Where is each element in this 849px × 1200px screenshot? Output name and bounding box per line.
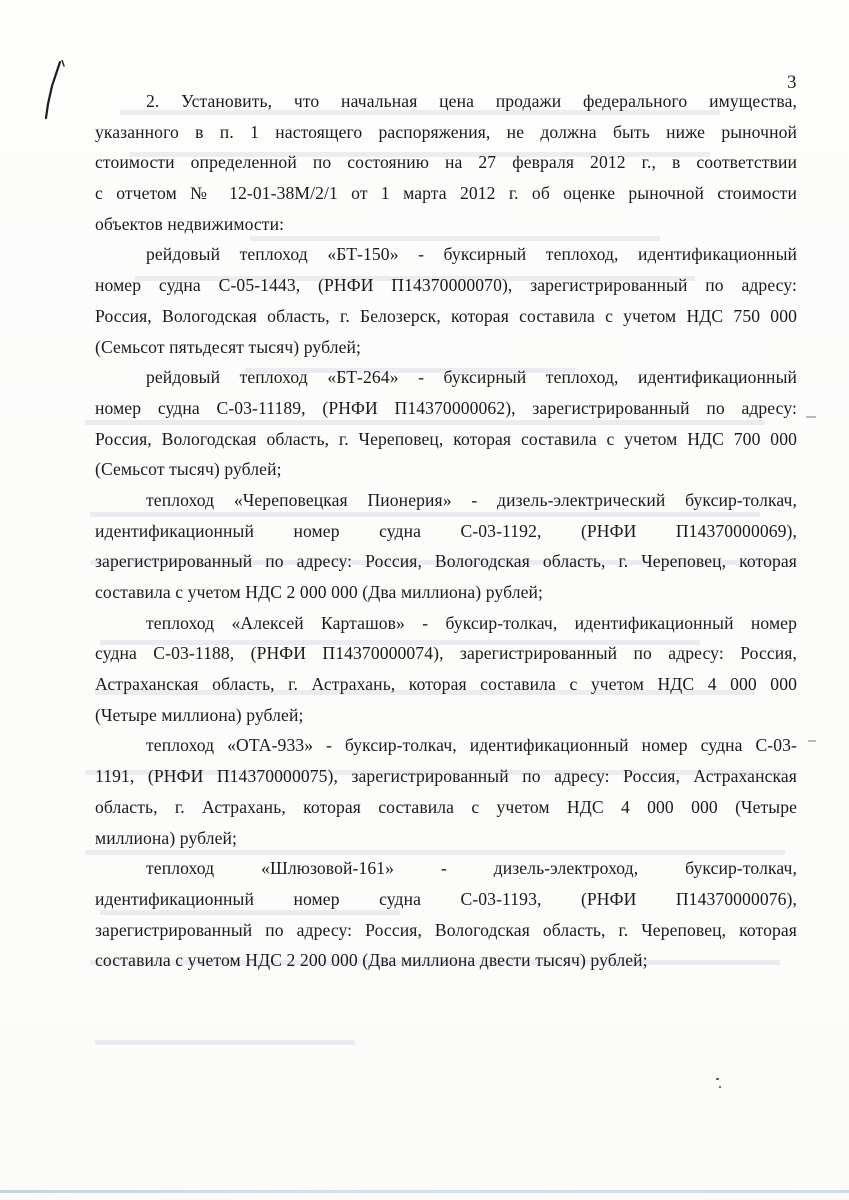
paragraph-vessel-cherepovetskaya-pioneriya [95, 485, 797, 608]
text-line: теплоход «Шлюзовой-161» - дизель-электроход, буксир-толкач, [146, 858, 797, 879]
text-line: рейдовый теплоход «БТ-264» - буксирный теплоход, идентификационный [146, 367, 797, 388]
text-line: с отчетом № 12-01-38М/2/1 от 1 марта 2012 г. об оценке рыночной стоимости [95, 183, 797, 204]
text-line: область, г. Астрахань, которая составила с учетом НДС 4 000 000 (Четыре [95, 796, 797, 817]
text-line: теплоход «ОТА-933» - буксир-толкач, идентификационный номер судна С-03- [146, 735, 797, 756]
text-line: зарегистрированный по адресу: Россия, Вологодская область, г. Череповец, которая [95, 551, 797, 572]
text-line: (Семьсот пятьдесят тысяч) рублей; [95, 336, 361, 357]
text-line: идентификационный номер судна С-03-1193, (РНФИ П14370000076), [95, 888, 797, 909]
scan-artifact [806, 416, 816, 418]
text-line: объектов недвижимости: [95, 213, 285, 234]
paragraph-vessel-bt-150 [95, 239, 797, 362]
text-line: теплоход «Череповецкая Пионерия» - дизель-электрический буксир-толкач, [146, 489, 797, 510]
scan-speck [716, 1078, 719, 1080]
text-line: Астраханская область, г. Астрахань, которая составила с учетом НДС 4 000 000 [95, 674, 797, 695]
paragraph-vessel-shlyuzovoy-161 [95, 853, 797, 976]
paragraph-vessel-bt-264 [95, 362, 797, 485]
paragraph-price-condition [95, 86, 797, 239]
page-number: 3 [787, 72, 797, 93]
text-line: составила с учетом НДС 2 000 000 (Два миллиона) рублей; [95, 582, 543, 602]
text-line: рейдовый теплоход «БТ-150» - буксирный теплоход, идентификационный [146, 244, 797, 265]
text-line: теплоход «Алексей Карташов» - буксир-толкач, идентификационный номер [146, 612, 797, 633]
text-line: (Четыре миллиона) рублей; [95, 704, 304, 725]
text-line: (Семьсот тысяч) рублей; [95, 459, 282, 480]
text-line: 2. Установить, что начальная цена продажи федерального имущества, [146, 91, 797, 111]
text-line: судна С-03-1188, (РНФИ П14370000074), зарегистрированный по адресу: Россия, [95, 643, 797, 664]
scan-speck [719, 1086, 721, 1088]
text-line: номер судна С-03-11189, (РНФИ П14370000062), зарегистрированный по адресу: [95, 397, 797, 418]
document-body [95, 86, 797, 976]
text-line: стоимости определенной по состоянию на 27 февраля 2012 г., в соответствии [95, 152, 797, 173]
scan-bottom-edge [0, 1190, 849, 1193]
text-line: указанного в п. 1 настоящего распоряжения, не должна быть ниже рыночной [95, 121, 797, 142]
paragraph-vessel-ota-933 [95, 730, 797, 853]
text-line: 1191, (РНФИ П14370000075), зарегистрированный по адресу: Россия, Астраханская [95, 766, 797, 787]
text-line: Россия, Вологодская область, г. Череповец, которая составила с учетом НДС 700 000 [95, 428, 797, 449]
text-line: Россия, Вологодская область, г. Белозерск, которая составила с учетом НДС 750 000 [95, 305, 797, 326]
text-line: составила с учетом НДС 2 200 000 (Два миллиона двести тысяч) рублей; [95, 950, 648, 971]
text-line: зарегистрированный по адресу: Россия, Вологодская область, г. Череповец, которая [95, 919, 797, 940]
handwritten-pen-mark [38, 60, 68, 120]
text-line: идентификационный номер судна С-03-1192, (РНФИ П14370000069), [95, 520, 797, 541]
text-line: номер судна С-05-1443, (РНФИ П14370000070), зарегистрированный по адресу: [95, 275, 797, 296]
paragraph-vessel-aleksey-kartashov [95, 608, 797, 731]
scan-artifact [808, 740, 816, 742]
text-line: миллиона) рублей; [95, 827, 238, 848]
